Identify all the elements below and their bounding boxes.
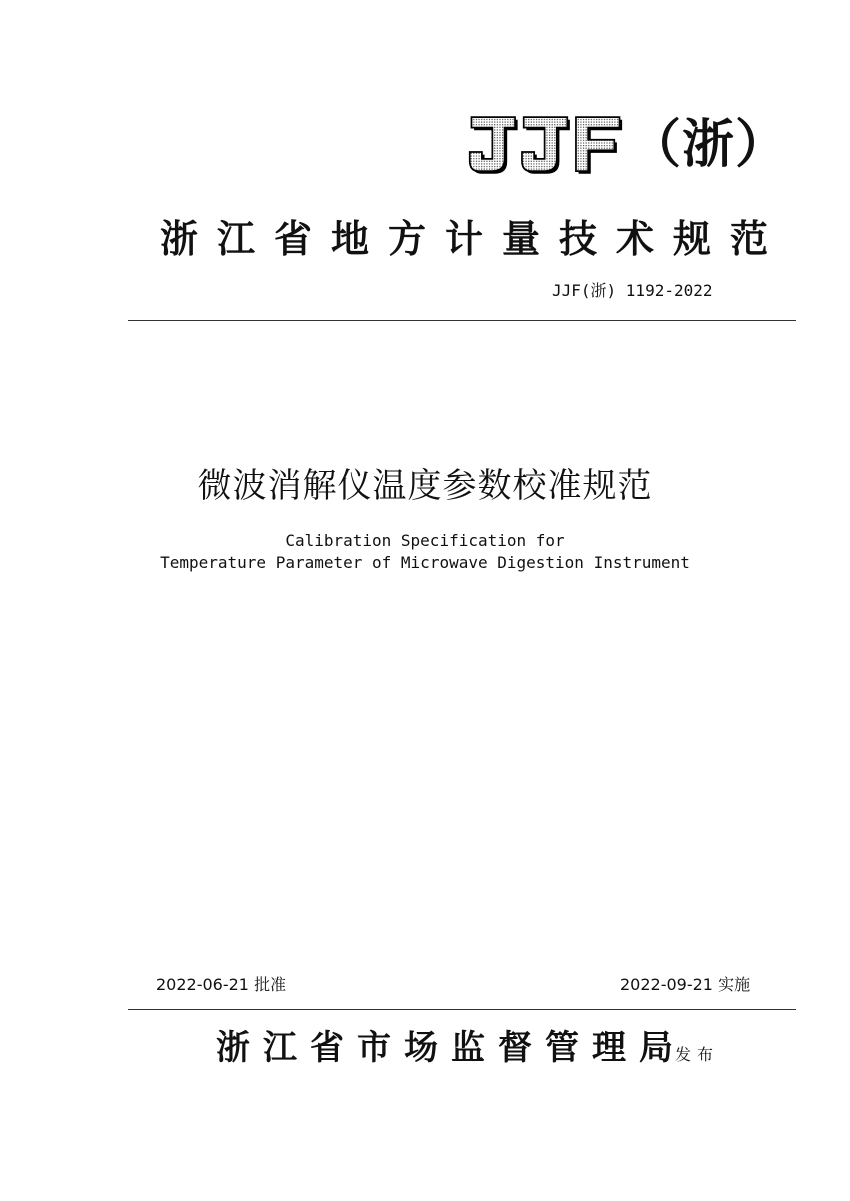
- document-title-english: [0, 530, 850, 574]
- issuer-line: [216, 1020, 719, 1069]
- top-divider: [128, 320, 796, 321]
- standard-number: JJF(浙) 1192-2022: [552, 281, 713, 300]
- jjf-logo: [468, 106, 788, 184]
- approval-date: 2022-06-21 批准: [156, 975, 287, 994]
- standard-type-heading: 浙江省地方计量技术规范: [160, 216, 788, 261]
- english-title-line-1: Calibration Specification for: [285, 531, 565, 550]
- issuer-name: 浙江省市场监督管理局: [216, 1028, 686, 1068]
- implementation-date: 2022-09-21 实施: [620, 975, 751, 994]
- english-title-line-2: Temperature Parameter of Microwave Digestion Instrument: [160, 553, 690, 572]
- issuer-action: 发布: [675, 1045, 720, 1064]
- logo-province-suffix: （浙）: [628, 115, 788, 175]
- bottom-divider: [128, 1009, 796, 1010]
- jjf-logo-mark: [468, 109, 623, 181]
- document-title-chinese: 微波消解仪温度参数校准规范: [197, 466, 653, 506]
